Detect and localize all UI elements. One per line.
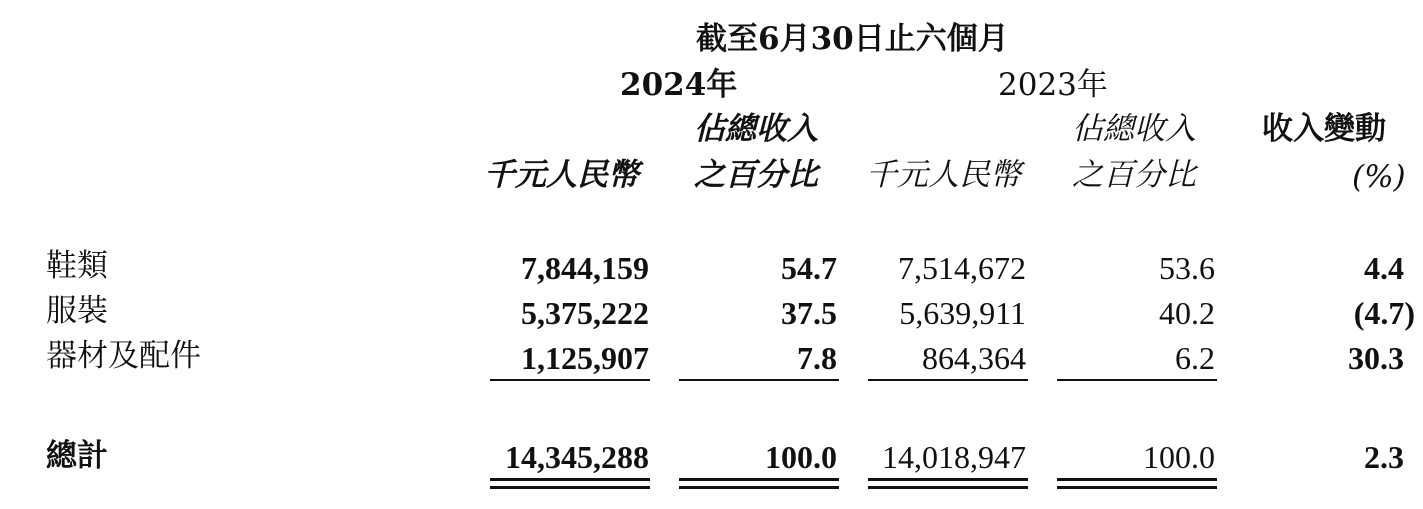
cell-footwear-rmb-2023: 7,514,672 (898, 250, 1026, 286)
rmb-2024-header: 千元人民幣 (484, 157, 639, 193)
pct-2024-header-line1: 佔總收入 (694, 111, 818, 147)
year-2023-header: 2023年 (998, 67, 1108, 103)
pct-2024-header-line2: 之百分比 (694, 157, 818, 193)
cell-equipment-rmb-2023: 864,364 (922, 340, 1026, 376)
cell-apparel-rmb-2023: 5,639,911 (899, 295, 1026, 331)
cell-footwear-change: 4.4 (1364, 250, 1404, 286)
subtotal-rule-pct-2024 (679, 379, 839, 381)
cell-equipment-pct-2024: 7.8 (797, 340, 837, 376)
total-rule-bottom-pct-2023 (1057, 486, 1217, 489)
row-label-footwear: 鞋類 (46, 248, 108, 284)
cell-apparel-rmb-2024: 5,375,222 (521, 295, 649, 331)
cell-equipment-rmb-2024: 1,125,907 (521, 340, 649, 376)
change-header-line1: 收入變動 (1262, 111, 1386, 147)
cell-total-change: 2.3 (1364, 439, 1404, 475)
year-2024-header: 2024年 (620, 67, 738, 103)
period-header: 截至6月30日止六個月 (696, 21, 1009, 57)
cell-footwear-pct-2023: 53.6 (1159, 250, 1215, 286)
total-rule-top-rmb-2023 (868, 478, 1028, 481)
change-header-line2: (%) (1352, 159, 1406, 195)
total-rule-top-pct-2024 (679, 478, 839, 481)
row-label-equipment: 器材及配件 (46, 338, 201, 374)
cell-footwear-pct-2024: 54.7 (781, 250, 837, 286)
pct-2023-header-line2: 之百分比 (1072, 157, 1196, 193)
total-rule-top-rmb-2024 (490, 478, 650, 481)
cell-total-pct-2023: 100.0 (1143, 439, 1215, 475)
total-rule-top-pct-2023 (1057, 478, 1217, 481)
pct-2023-header-line1: 佔總收入 (1072, 111, 1196, 147)
cell-equipment-pct-2023: 6.2 (1175, 340, 1215, 376)
cell-equipment-change: 30.3 (1348, 340, 1404, 376)
cell-apparel-pct-2023: 40.2 (1159, 295, 1215, 331)
cell-apparel-change: (4.7) (1353, 295, 1415, 331)
cell-apparel-pct-2024: 37.5 (781, 295, 837, 331)
cell-total-rmb-2023: 14,018,947 (882, 439, 1026, 475)
total-rule-bottom-rmb-2024 (490, 486, 650, 489)
row-label-apparel: 服裝 (46, 293, 108, 329)
subtotal-rule-pct-2023 (1057, 379, 1217, 381)
total-rule-bottom-rmb-2023 (868, 486, 1028, 489)
cell-footwear-rmb-2024: 7,844,159 (521, 250, 649, 286)
rmb-2023-header: 千元人民幣 (866, 157, 1021, 193)
subtotal-rule-rmb-2023 (868, 379, 1028, 381)
row-label-total: 總計 (46, 438, 108, 474)
cell-total-rmb-2024: 14,345,288 (505, 439, 649, 475)
total-rule-bottom-pct-2024 (679, 486, 839, 489)
cell-total-pct-2024: 100.0 (765, 439, 837, 475)
subtotal-rule-rmb-2024 (490, 379, 650, 381)
